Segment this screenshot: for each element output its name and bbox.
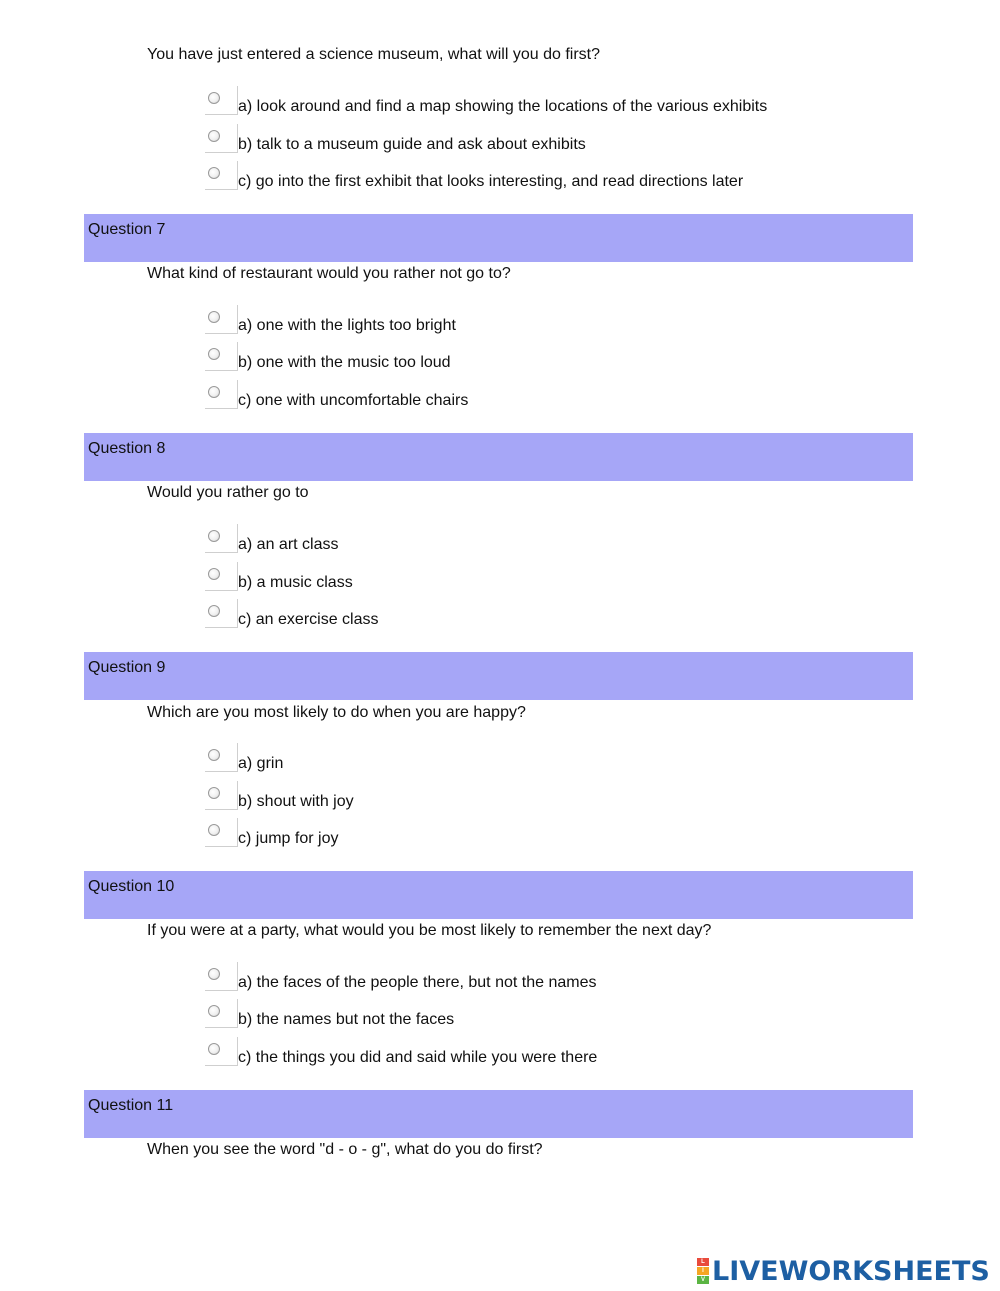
question-9-text: Which are you most likely to do when you are happy? [147,704,526,721]
question-8-option-c[interactable] [205,605,905,631]
question-11-title: Question 11 [88,1097,174,1114]
question-11-text: When you see the word "d - o - g", what do you do first? [147,1141,543,1158]
question-11-header [84,1090,913,1138]
question-9-option-a[interactable] [205,749,905,775]
question-7-title: Question 7 [88,221,166,238]
option-label: a) the faces of the people there, but not the names [238,974,597,991]
radio-button[interactable] [208,605,220,617]
option-label: b) shout with joy [238,793,354,810]
question-6-option-a[interactable] [205,92,905,118]
logo-text: LIVEWORKSHEETS [712,1255,990,1287]
radio-button[interactable] [208,386,220,398]
radio-button[interactable] [208,1005,220,1017]
radio-button[interactable] [208,530,220,542]
question-9-option-b[interactable] [205,787,905,813]
radio-button[interactable] [208,568,220,580]
radio-button[interactable] [208,348,220,360]
question-7-text: What kind of restaurant would you rather not go to? [147,265,511,282]
option-label: c) jump for joy [238,830,339,847]
question-9-header [84,652,913,700]
question-8-header [84,433,913,481]
option-label: c) go into the first exhibit that looks interesting, and read directions later [238,173,744,190]
option-label: b) one with the music too loud [238,354,451,371]
logo-cubes-icon: L I V [697,1258,709,1284]
question-9-title: Question 9 [88,659,166,676]
option-label: a) an art class [238,536,339,553]
question-8-title: Question 8 [88,440,166,457]
radio-button[interactable] [208,92,220,104]
question-10-text: If you were at a party, what would you be most likely to remember the next day? [147,922,712,939]
radio-button[interactable] [208,968,220,980]
question-7-option-a[interactable] [205,311,905,337]
option-label: b) talk to a museum guide and ask about exhibits [238,136,586,153]
question-10-option-a[interactable] [205,968,905,994]
question-8-option-b[interactable] [205,568,905,594]
question-7-option-b[interactable] [205,348,905,374]
question-6-text: You have just entered a science museum, what will you do first? [147,46,600,63]
question-10-option-c[interactable] [205,1043,905,1069]
question-10-header [84,871,913,919]
liveworksheets-logo [697,1256,990,1286]
option-label: b) the names but not the faces [238,1011,455,1028]
question-8-text: Would you rather go to [147,484,309,501]
question-7-header [84,214,913,262]
radio-button[interactable] [208,311,220,323]
question-6-option-c[interactable] [205,167,905,193]
question-10-title: Question 10 [88,878,175,895]
option-label: a) one with the lights too bright [238,317,456,334]
option-label: c) the things you did and said while you were there [238,1049,598,1066]
option-label: c) an exercise class [238,611,379,628]
radio-button[interactable] [208,130,220,142]
option-label: a) look around and find a map showing the locations of the various exhibits [238,98,768,115]
radio-button[interactable] [208,749,220,761]
question-7-option-c[interactable] [205,386,905,412]
option-label: b) a music class [238,574,353,591]
option-label: c) one with uncomfortable chairs [238,392,469,409]
radio-button[interactable] [208,1043,220,1055]
question-9-option-c[interactable] [205,824,905,850]
option-label: a) grin [238,755,284,772]
radio-button[interactable] [208,167,220,179]
question-6-option-b[interactable] [205,130,905,156]
question-10-option-b[interactable] [205,1005,905,1031]
radio-button[interactable] [208,787,220,799]
radio-button[interactable] [208,824,220,836]
question-8-option-a[interactable] [205,530,905,556]
